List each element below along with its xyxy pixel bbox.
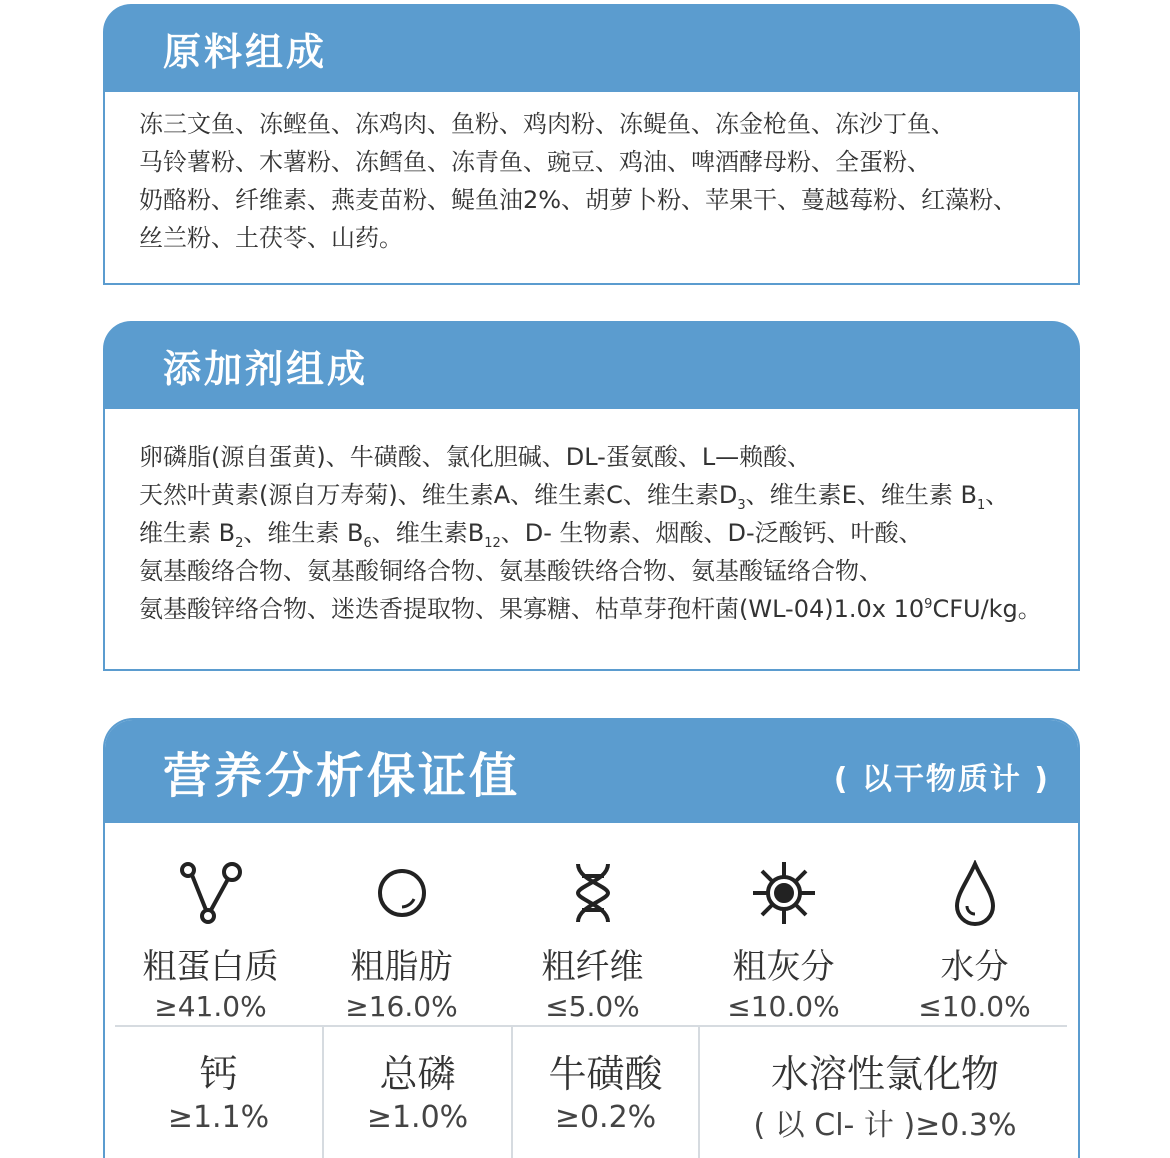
additives-line: 氨基酸络合物、氨基酸铜络合物、氨基酸铁络合物、氨基酸锰络合物、 [139,557,883,585]
nutrition-row-primary [115,823,1070,1023]
nutrition-note: ( 以干物质计 ) [833,762,1050,797]
ingredients-line: 奶酪粉、纤维素、燕麦苗粉、鳀鱼油2%、胡萝卜粉、苹果干、蔓越莓粉、红藻粉、 [139,186,1018,214]
nutrient-value: ≥16.0% [345,990,458,1023]
nutrition-title: 营养分析保证值 [163,748,521,804]
ingredients-line: 马铃薯粉、木薯粉、冻鳕鱼、冻青鱼、豌豆、鸡油、啤酒酵母粉、全蛋粉、 [139,148,931,176]
additives-title: 添加剂组成 [163,346,369,391]
nutrient-value: ≥1.0% [366,1100,469,1135]
nutrient-value: ≤10.0% [727,990,840,1023]
fat-drop-icon [306,853,497,933]
additives-line: 天然叶黄素(源自万寿菊)、维生素A、维生素C、维生素$D_3$、维生素E、维生素 $B_1$、 [139,481,1010,513]
dna-icon [497,853,688,933]
additives-line: 卵磷脂(源自蛋黄)、牛磺酸、氯化胆碱、DL-蛋氨酸、L—赖酸、 [139,443,812,471]
nutrient-value: ≥1.1% [167,1100,270,1135]
nutrient-phosphorus [324,1027,513,1158]
ingredients-line: 冻三文鱼、冻鲣鱼、冻鸡肉、鱼粉、鸡肉粉、冻鳀鱼、冻金枪鱼、冻沙丁鱼、 [139,110,955,138]
nutrient-name: 牛磺酸 [548,1052,663,1096]
nutrient-name: 粗纤维 [541,947,644,987]
nutrient-value: ≥0.2% [554,1100,657,1135]
nutrient-protein [115,823,306,1023]
additives-card [103,321,1080,671]
mineral-icon [688,853,879,933]
nutrient-moisture [879,823,1070,1023]
nutrient-value: ≥41.0% [154,990,267,1023]
ingredients-title: 原料组成 [163,29,328,74]
nutrient-name: 水分 [940,947,1009,987]
additives-header [103,321,1080,409]
nutrient-name: 粗灰分 [732,947,835,987]
nutrient-name: 水溶性氯化物 [770,1052,999,1096]
ingredients-header [103,4,1080,92]
molecule-icon [115,853,306,933]
water-drop-icon [879,853,1070,933]
additives-line: 维生素 $B_2$、维生素 $B_6$、维生素$B_{12}$、D- 生物素、烟酸、D-泛酸钙、叶酸、 [139,519,923,551]
nutrition-row-secondary [115,1027,1070,1158]
nutrient-fiber [497,823,688,1023]
nutrient-fat [306,823,497,1023]
nutrient-name: 粗蛋白质 [142,947,279,987]
additives-body [103,409,1080,671]
nutrient-name: 总磷 [379,1052,456,1096]
nutrient-name: 粗脂肪 [350,947,453,987]
nutrient-name: 钙 [199,1052,238,1096]
nutrient-chloride [700,1027,1070,1158]
nutrition-header [105,720,1078,823]
nutrition-card [103,718,1080,1158]
nutrient-value: ( 以 Cl- 计 )≥0.3% [753,1108,1017,1143]
nutrient-value: ≤5.0% [545,990,640,1023]
ingredients-line: 丝兰粉、土茯苓、山药。 [139,224,403,252]
nutrient-value: ≤10.0% [918,990,1031,1023]
additives-line: 氨基酸锌络合物、迷迭香提取物、果寡糖、枯草芽孢杆菌(WL-04)1.0x $10^9CFU/kg$。 [139,595,1042,623]
nutrient-calcium [115,1027,324,1158]
ingredients-card [103,4,1080,285]
nutrient-taurine [513,1027,700,1158]
ingredients-body [103,92,1080,285]
nutrient-ash [688,823,879,1023]
